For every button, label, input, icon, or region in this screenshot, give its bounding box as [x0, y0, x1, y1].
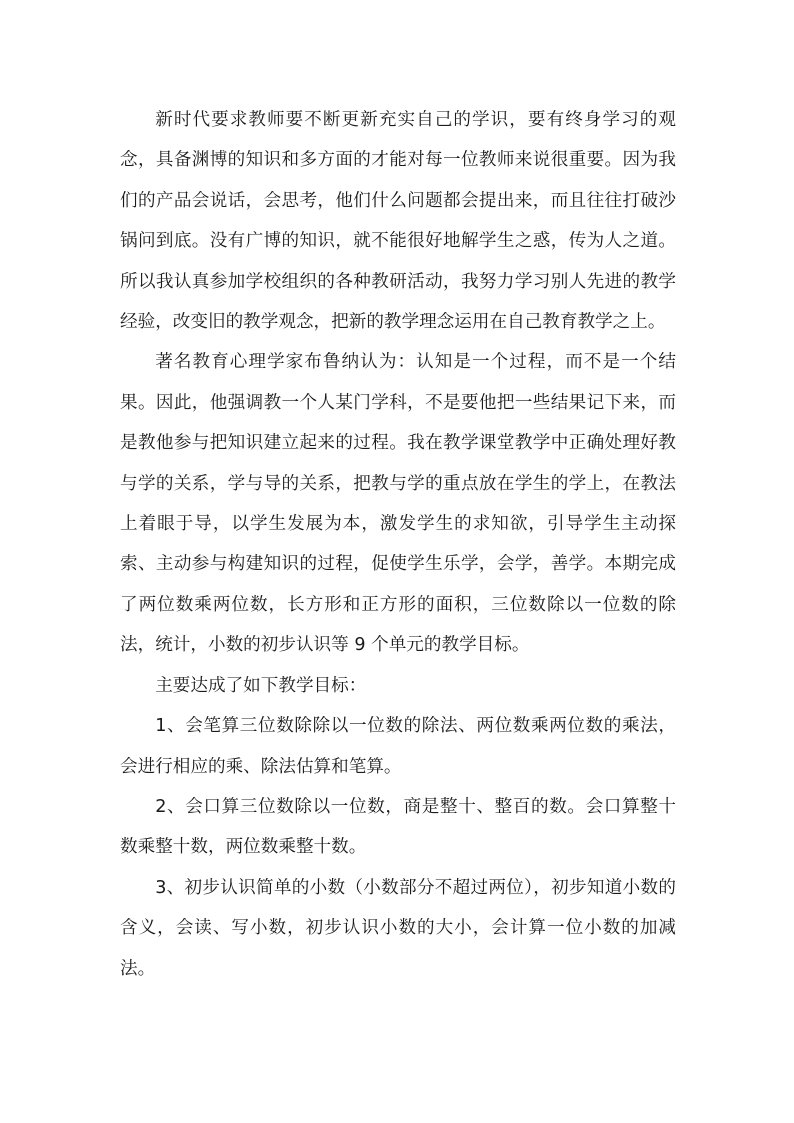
paragraph-goal-1: 1、会笔算三位数除除以一位数的除法、两位数乘两位数的乘法，会进行相应的乘、除法估算和笔算。: [120, 716, 676, 777]
paragraph-goal-3: 3、初步认识简单的小数（小数部分不超过两位），初步知道小数的含义，会读、写小数，初步认识小数的大小，会计算一位小数的加减法。: [120, 877, 676, 979]
paragraph-goals-intro: 主要达成了如下教学目标：: [155, 675, 367, 696]
paragraph-goal-2: 2、会口算三位数除以一位数，商是整十、整百的数。会口算整十数乘整十数，两位数乘整十数。: [120, 796, 676, 858]
paragraph-lifelong-learning: 新时代要求教师要不断更新充实自己的学识，要有终身学习的观念，具备渊博的知识和多方面的才能对每一位教师来说很重要。因为我们的产品会说话，会思考，他们什么问题都会提出来，而且往往打破沙锅问到底。没有广博的知识，就不能很好地解学生之惑，传为人之道。所以我认真参加学校组织的各种教研活动，我努力学习别人先进的教学经验，改变旧的教学观念，把新的教学理念运用在自己教育教学之上。: [120, 110, 676, 333]
document-body: [120, 100, 676, 989]
paragraph-bruner-cognition: 著名教育心理学家布鲁纳认为：认知是一个过程，而不是一个结果。因此，他强调教一个人某门学科，不是要他把一些结果记下来，而是教他参与把知识建立起来的过程。我在教学课堂教学中正确处理好教与学的关系，学与导的关系，把教与学的重点放在学生的学上，在教法上着眼于导，以学生发展为本，激发学生的求知欲，引导学生主动探索、主动参与构建知识的过程，促使学生乐学，会学，善学。本期完成了两位数乘两位数，长方形和正方形的面积，三位数除以一位数的除法，统计，小数的初步认识等 9 个单元的教学目标。: [120, 352, 676, 656]
